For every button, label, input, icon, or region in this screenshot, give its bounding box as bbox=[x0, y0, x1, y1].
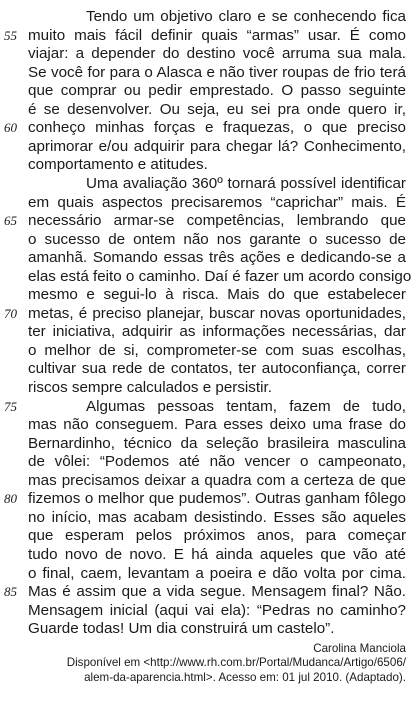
credit-source-line-1: Disponível em <http://www.rh.com.br/Portal/Mudanca/Artigo/6506/ bbox=[66, 656, 406, 670]
text-line: viajar: a depender do destino você arruma sua mala. bbox=[28, 45, 406, 63]
text-line: que comprar ou pedir emprestado. O passo seguinte bbox=[28, 82, 406, 100]
text-line: fizemos o melhor que pudemos”. Outras ganham fôlego bbox=[28, 490, 406, 508]
text-line: Tendo um objetivo claro e se conhecendo fica bbox=[86, 8, 406, 25]
line-number: 85 bbox=[4, 584, 17, 600]
text-line: Uma avaliação 360º tornará possível identificar bbox=[86, 174, 406, 192]
line-number: 70 bbox=[4, 305, 17, 321]
text-line: elas está feito o caminho. Daí é fazer um acordo consigo bbox=[28, 267, 412, 285]
text-line: riscos sempre calculados e persistir. bbox=[28, 379, 272, 396]
text-line: o melhor de si, comprometer-se com suas escolhas, bbox=[28, 341, 406, 359]
text-line: mesmo e segui-lo à risca. Mais do que estabelecer bbox=[28, 286, 406, 304]
text-line: Algumas pessoas tentam, fazem de tudo, bbox=[86, 397, 406, 415]
text-line: mas não conseguem. Para esses deixo uma frase do bbox=[28, 416, 406, 434]
text-line: amanhã. Somando essas três ações e dedicando-se a bbox=[28, 249, 406, 267]
text-line: Se você for para o Alasca e não tiver roupas de frio terá bbox=[28, 63, 406, 81]
text-line: no início, mas acabam desistindo. Esses são aqueles bbox=[28, 508, 406, 526]
text-line: de vôlei: “Podemos até não vencer o campeonato, bbox=[28, 453, 406, 471]
text-line: muito mais fácil definir quais “armas” usar. É como bbox=[28, 26, 406, 44]
line-number: 75 bbox=[4, 398, 17, 414]
line-number: 65 bbox=[4, 213, 17, 229]
text-line: metas, é preciso planejar, buscar novas oportunidades, bbox=[28, 304, 406, 322]
credit-source-line-2: alem-da-aparencia.html>. Acesso em: 01 jul 2010. (Adaptado). bbox=[84, 670, 406, 684]
text-line: o sucesso de ontem não nos garante o sucesso de bbox=[28, 230, 406, 248]
text-line: é se desenvolver. Ou seja, eu sei pra onde quero ir, bbox=[28, 100, 406, 118]
text-line: conheço minhas forças e fraquezas, o que preciso bbox=[28, 119, 406, 137]
line-number: 55 bbox=[4, 27, 17, 43]
text-line: comportamento e atitudes. bbox=[28, 156, 208, 174]
text-line: mas precisamos deixar a quadra com a certeza de que bbox=[28, 471, 406, 489]
text-line: que esperam pelos próximos anos, para começar bbox=[28, 527, 406, 545]
line-number: 60 bbox=[4, 120, 17, 136]
text-line: aprimorar e/ou adquirir para chegar lá? Conhecimento, bbox=[28, 137, 406, 155]
line-number: 80 bbox=[4, 491, 17, 507]
text-line: cultivar sua rede de contatos, ter autoconfiança, correr bbox=[28, 360, 406, 378]
text-line: o final, caem, levantam a poeira e dão volta por cima. bbox=[28, 564, 406, 582]
text-line: ter iniciativa, adquirir as informações necessárias, dar bbox=[28, 323, 406, 341]
text-line: Mas é assim que a vida segue. Mensagem final? Não. bbox=[28, 583, 406, 601]
text-line: em quais aspectos precisaremos “caprichar” mais. É bbox=[28, 193, 406, 211]
text-line: necessário armar-se competências, lembrando que bbox=[28, 212, 406, 230]
text-line: Mensagem inicial (aqui vai ela): “Pedras no caminho? bbox=[28, 601, 406, 619]
text-line: Bernardinho, técnico da seleção brasileira masculina bbox=[28, 434, 406, 452]
credit-author: Carolina Manciola bbox=[313, 641, 406, 655]
text-line: Guarde todas! Um dia construirá um castelo”. bbox=[28, 620, 335, 638]
text-line: tudo novo de novo. E há ainda aqueles que vão até bbox=[28, 545, 406, 563]
